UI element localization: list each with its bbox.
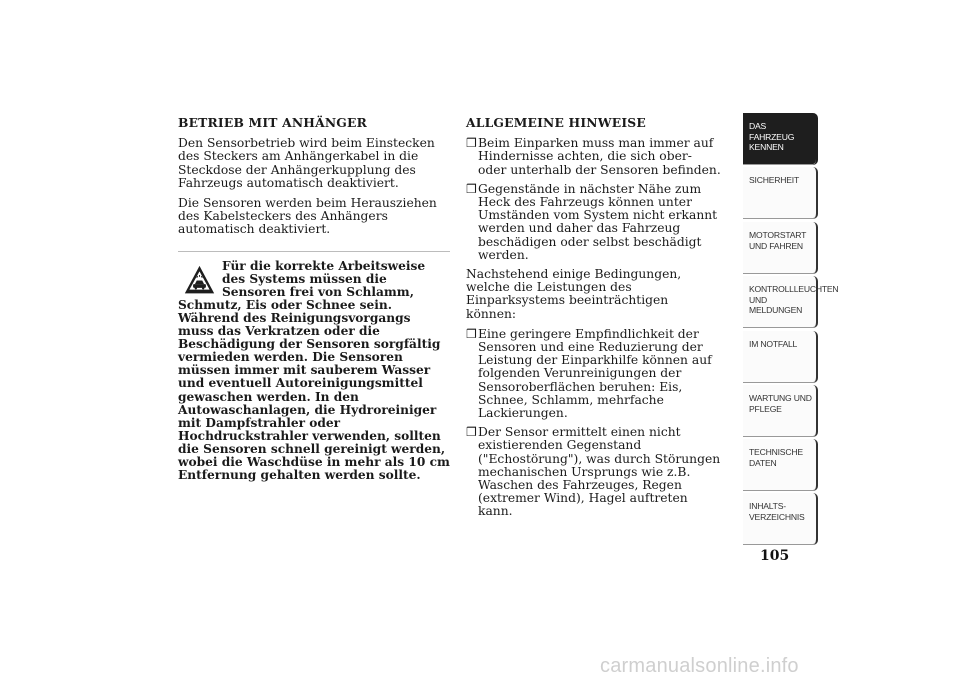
car-wash-warning-icon [183,264,216,297]
warning-divider [178,251,450,252]
general-bullet-list-2 [466,328,722,519]
right-column [466,116,722,525]
paragraph-trailer-plug-out: Die Sensoren werden beim Herausziehen des Kabelsteckers des Anhängers automatisch deaktiviert. [178,196,437,237]
section-heading-trailer: BETRIEB MIT ANHÄNGER [178,115,368,130]
checkbox-bullet-icon: ❒ [466,425,477,440]
checkbox-bullet-icon: ❒ [466,181,477,196]
general-bullet-list-1 [466,137,722,262]
checkbox-bullet-icon: ❒ [466,326,477,341]
list-item [466,137,722,177]
left-column [178,116,450,482]
tab-im-notfall[interactable]: IM NOTFALL [743,331,818,383]
list-item-text: Eine geringere Empfindlichkeit der Sensoren und eine Reduzierung der Leistung der Einparkhilfe können auf folgenden Verunreinigungen der Sensoroberflächen beruhen: Eis, Schnee, Schlamm, mehrfache Lackierungen. [478,326,712,421]
list-item-text: Gegenstände in nächster Nähe zum Heck des Fahrzeugs können unter Umständen vom System nicht erkannt werden und daher das Fahrzeug beschädigen oder selbst beschädigt werden. [478,181,718,262]
tab-wartung-und-pflege[interactable]: WARTUNG UND PFLEGE [743,385,818,437]
warning-text: Für die korrekte Arbeitsweise des Systems müssen die Sensoren frei von Schlamm, Schmutz, Eis oder Schnee sein. Während des Reinigungsvorgangs muss das Verkratzen oder die Beschädigung der Sensoren sorgfältig vermieden werden. Die Sensoren müssen immer mit sauberem Wasser und eventuell Autoreinigungsmittel gewaschen werden. In den Autowaschanlagen, die Hydroreiniger mit Dampfstrahler oder Hochdruckstrahler verwenden, sollten die Sensoren schnell gereinigt werden, wobei die Waschdüse in mehr als 10 cm Entfernung gehalten werden sollte. [178,258,450,483]
tab-technische-daten[interactable]: TECHNISCHE DATEN [743,439,818,491]
paragraph-conditions-intro: Nachstehend einige Bedingungen, welche die Leistungen des Einparksystems beeinträchtigen können: [466,267,682,321]
list-item-text: Beim Einparken muss man immer auf Hindernisse achten, die sich ober- oder unterhalb der Sensoren befinden. [478,136,721,177]
section-heading-general: ALLGEMEINE HINWEISE [466,115,646,130]
warning-note [178,260,450,483]
list-item [466,183,722,262]
list-item-text: Der Sensor ermittelt einen nicht existierenden Gegenstand ("Echostörung"), was durch Störungen mechanischen Ursprungs wie z.B. Waschen des Fahrzeuges, Regen (extremer Wind), Hagel auftreten kann. [478,425,721,519]
list-item [466,426,722,518]
tab-inhaltsverzeichnis[interactable]: INHALTS-VERZEICHNIS [743,493,818,545]
tab-das-fahrzeug-kennen[interactable]: DAS FAHRZEUG KENNEN [743,113,818,165]
tab-motorstart-und-fahren[interactable]: MOTORSTART UND FAHREN [743,222,818,274]
watermark: carmanualsonline.info [600,655,799,677]
checkbox-bullet-icon: ❒ [466,136,477,151]
tab-kontrollleuchten[interactable]: KONTROLLLEUCHTEN UND MELDUNGEN [743,276,818,328]
tab-sicherheit[interactable]: SICHERHEIT [743,167,818,219]
page-number: 105 [760,548,790,564]
paragraph-trailer-plug-in: Den Sensorbetrieb wird beim Einstecken des Steckers am Anhängerkabel in die Steckdose der Anhängerkupplung des Fahrzeugs automatisch deaktiviert. [178,136,435,190]
list-item [466,328,722,420]
